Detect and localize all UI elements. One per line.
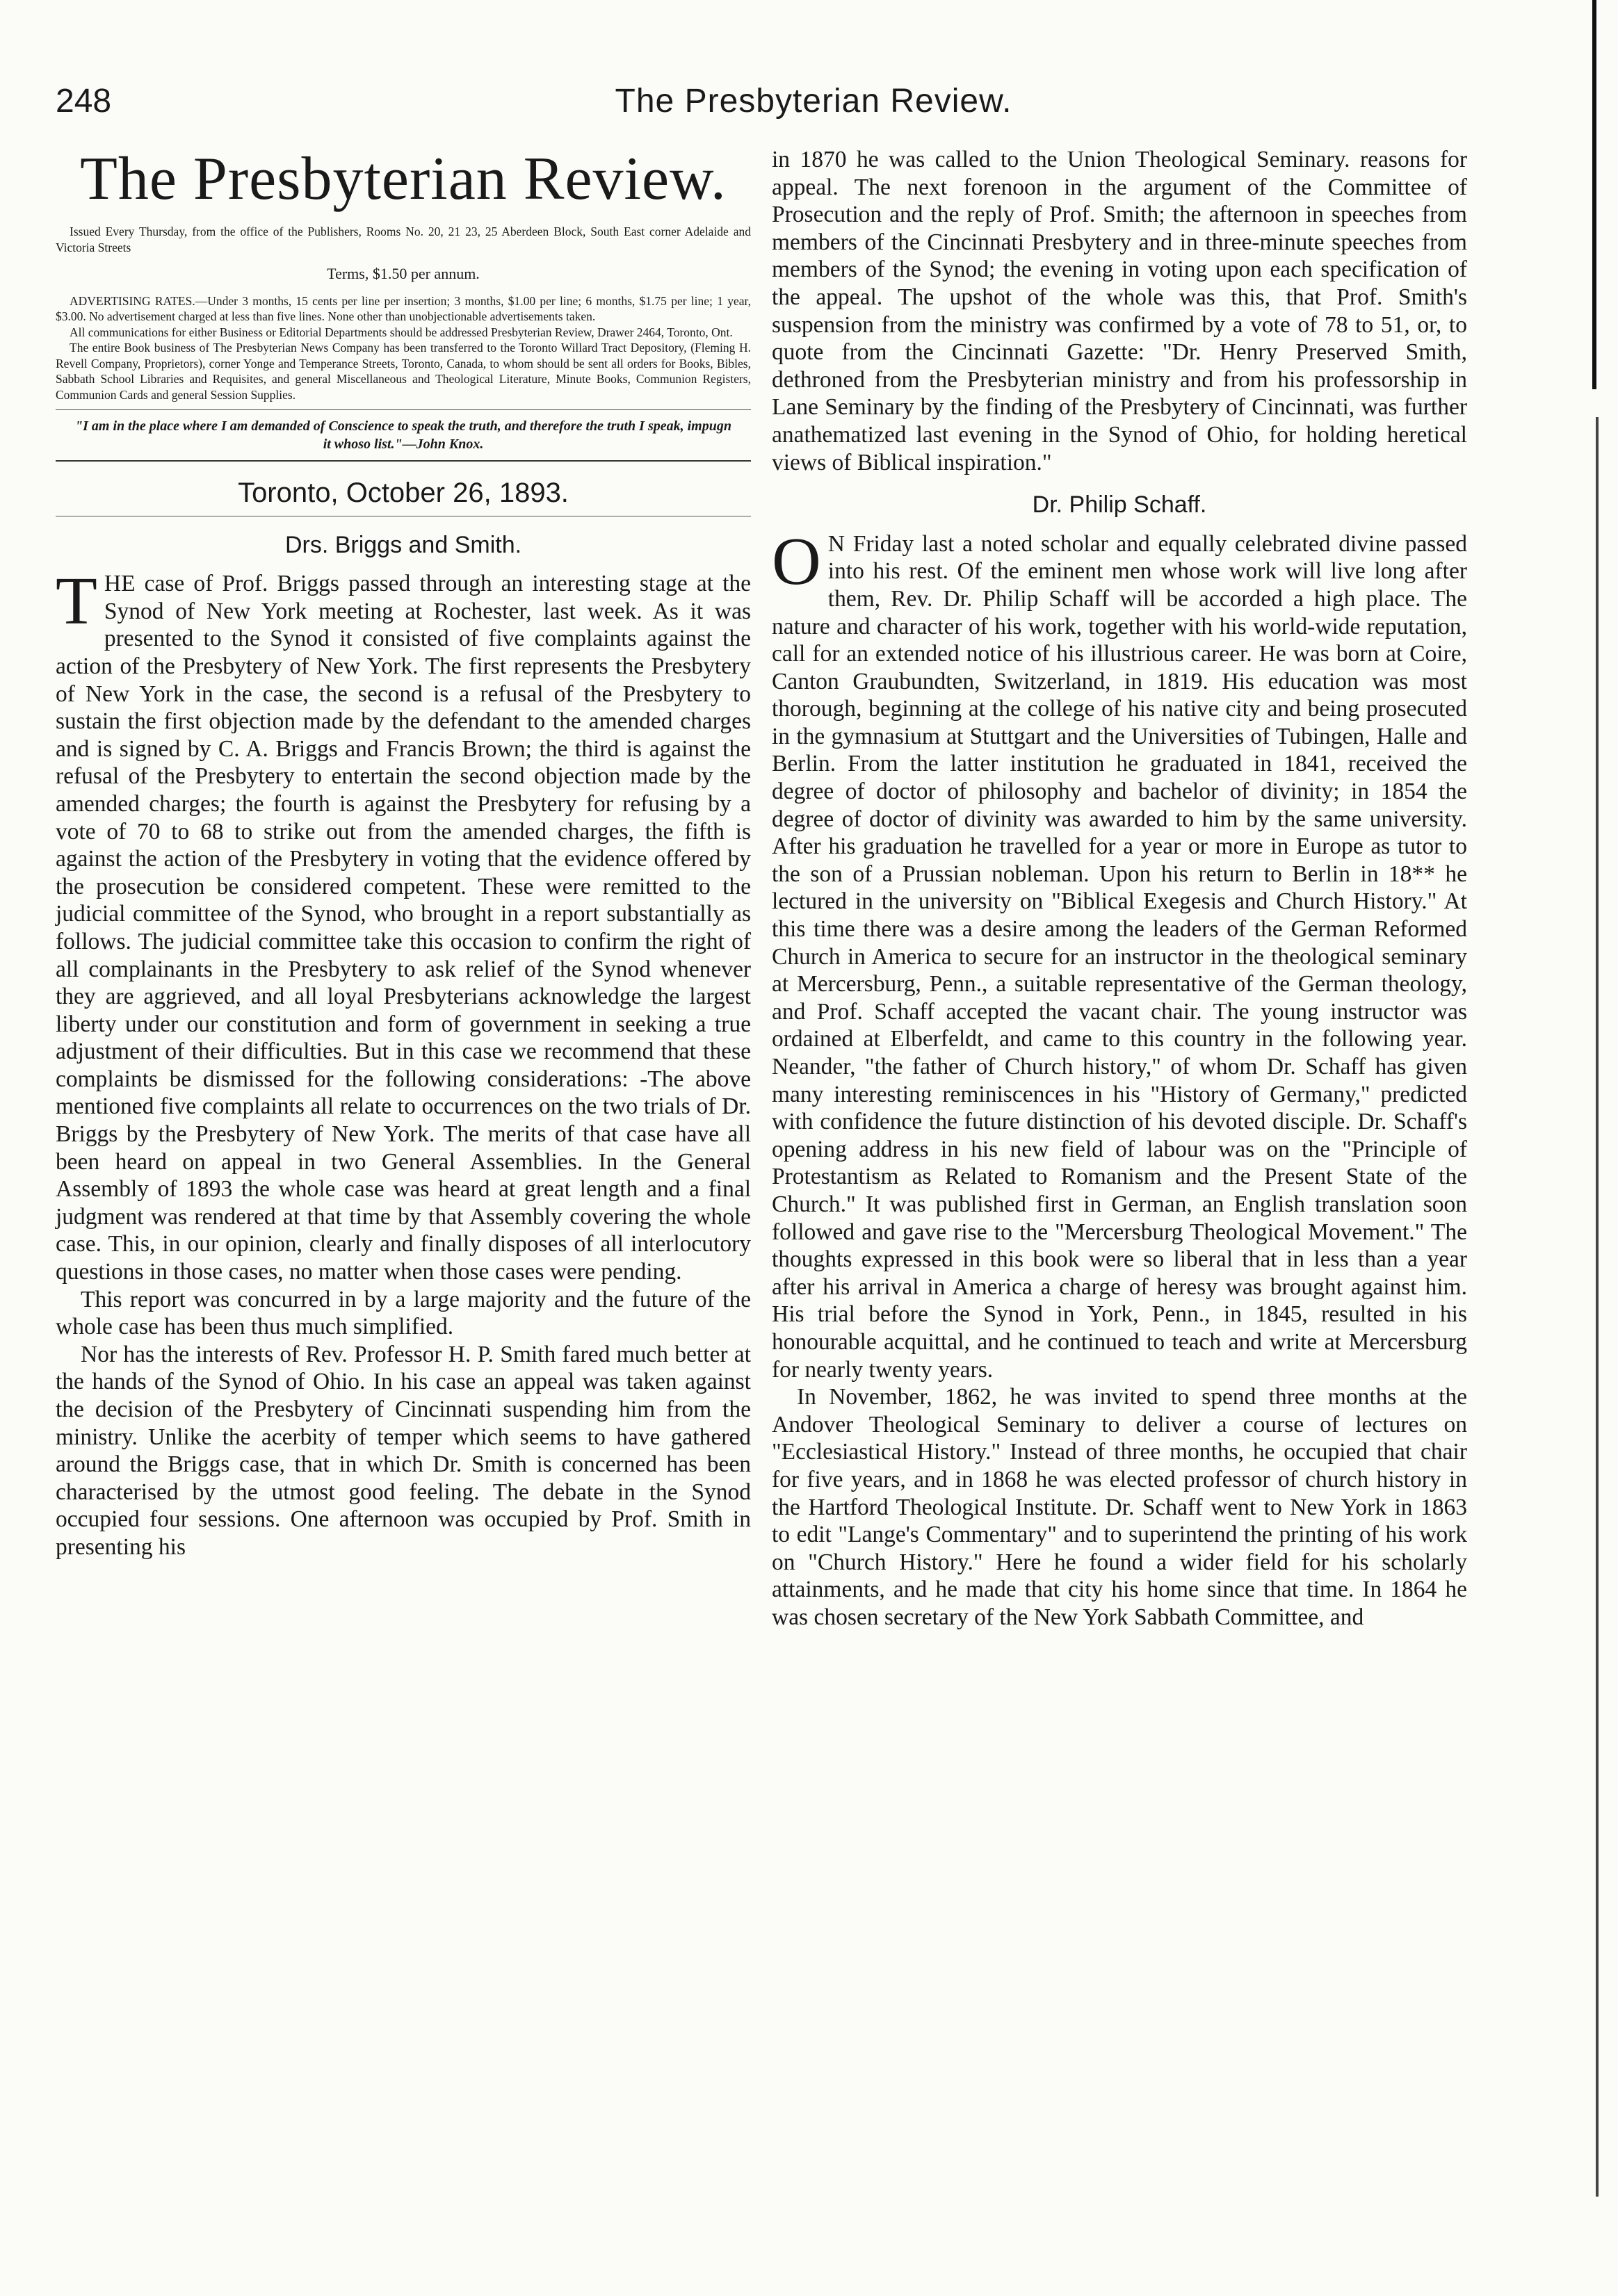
- imprint-book-business: The entire Book business of The Presbyterian News Company has been transferred to the Toronto Willard Tract Depository, (Fleming H. Revell Company, Proprietors), corner Yonge and Temperance Streets, Toronto, Canada, to whom should be sent all orders for Books, Bibles, Sabbath School Libraries and Requisites, and general Miscellaneous and Theological Literature, Minute Books, Communion Registers, Communion Cards and general Session Supplies.: [56, 341, 751, 402]
- article-continuation: in 1870 he was called to the Union Theological Seminary. reasons for appeal. The next forenoon in the argument of the Committee of Prosecution and the reply of Prof. Smith; the afternoon in speeches from members of the Cincinnati Presbytery and in three-minute speeches from members of the Synod; the evening in voting upon each specification of the appeal. The upshot of the whole was this, that Prof. Smith's suspension from the ministry was confirmed by a vote of 78 to 51, or, to quote from the Cincinnati Gazette: "Dr. Henry Preserved Smith, dethroned from the Presbyterian ministry and from his professorship in Lane Seminary by the finding of the Presbytery of Cincinnati, was further anathematized last evening in the Synod of Ohio, for holding heretical views of Biblical inspiration.": [772, 147, 1467, 475]
- article-paragraph: O N Friday last a noted scholar and equally celebrated divine passed into his rest. Of the eminent men whose work will live long after them, Rev. Dr. Philip Schaff will be accorded a high place. The nature and character of his work, together with his world-wide reputation, call for an extended notice of his illustrious career. He was born at Coire, Canton Graubundten, Switzerland, in 1819. His education was most thorough, beginning at the college of his native city and being prosecuted in the gymnasium at Stuttgart and the Universities of Tubingen, Halle and Berlin. From the latter institution he graduated in 1841, received the degree of doctor of philosophy and bachelor of divinity; in 1854 the degree of doctor of divinity was awarded to him by the same university. After his graduation he travelled for a year or more in Europe as tutor to the son of a Prussian nobleman. Upon his return to Berlin in 18** he lectured in the university on "Biblical Exegesis and Church History." At this time there was a desire among the leaders of the German Reformed Church in America to secure for an instructor in the theological seminary at Mercersburg, Penn., a suitable representative of the German theology, and Prof. Schaff accepted the vacant chair. The young instructor was ordained at Elberfeldt, and came to this country in the following year. Neander, "the father of Church history," of whom Dr. Schaff has given many interesting reminiscences in his "History of Germany," predicted with confidence the future distinction of his devoted disciple. Dr. Schaff's opening address in his new field of labour was on the "Principle of Protestantism as Related to Romanism and the Present State of the Church." It was published first in German, an English translation soon followed and gave rise to the "Mercersburg Theological Movement." The thoughts expressed in this book were so liberal that in less than a year after his arrival in America a charge of heresy was brought against him. His trial before the Synod in York, Penn., in 1845, resulted in his honourable acquittal, and he continued to teach and write at Mercersburg for nearly twenty years.: [772, 523, 1467, 1383]
- drop-cap: O: [772, 523, 821, 599]
- article-paragraph: Nor has the interests of Rev. Professor H. P. Smith fared much better at the hands of the Synod of Ohio. In his case an appeal was taken against the decision of the Presbytery of Cincinnati suspending him from the ministry. Unlike the acerbity of temper which seems to have gathered around the Briggs case, that in which Dr. Smith is concerned has been characterised by the utmost good feeling. The debate in the Synod occupied four sessions. One afternoon was occupied by Prof. Smith in presenting his: [56, 1341, 751, 1560]
- page-edge-line: [1596, 417, 1599, 2197]
- article-heading-schaff: Dr. Philip Schaff.: [1032, 491, 1207, 519]
- dateline: Toronto, October 26, 1893.: [238, 478, 569, 508]
- running-title: The Presbyterian Review.: [615, 83, 1012, 120]
- imprint-block: [56, 224, 751, 402]
- divider: [56, 409, 751, 410]
- imprint-terms: Terms, $1.50 per annum.: [327, 265, 480, 282]
- running-header: [56, 82, 1432, 131]
- article-paragraph: THE case of Prof. Briggs passed through an interesting stage at the Synod of New York meeting at Rochester, last week. As it was presented to the Synod it consisted of five complaints against the action of the Presbytery of New York. The first represents the Presbytery of New York in the case, the second is a refusal of the Presbytery to sustain the first objection made by the defendant to the amended charges and is signed by C. A. Briggs and Francis Brown; the third is against the refusal of the Presbytery to entertain the second objection made by the amended charges; the fourth is against the Presbytery for refusing by a vote of 70 to 68 to strike out from the amended charges, the fifth is against the action of the Presbytery in voting that the evidence offered by the prosecution be considered competent. These were remitted to the judicial committee of the Synod, who brought in a report substantially as follows. The judicial committee take this occasion to confirm the right of all complainants in the Presbytery to ask relief of the Synod whenever they are aggrieved, and all loyal Presbyterians acknowledge the largest liberty under our constitution and form of government in seeking a true adjustment of their difficulties. But in this case we recommend that these complaints be dismissed for the following considerations: -The above mentioned five complaints all relate to occurrences on the two trials of Dr. Briggs by the Presbytery of New York. The merits of that case have all been heard on appeal in two General Assemblies. In the General Assembly of 1893 the whole case was heard at great length and a final judgment was rendered at that time by that Assembly covering the whole case. This, in our opinion, clearly and finally disposes of all interlocutory questions in those cases, no matter when those cases were pending.: [56, 564, 751, 1285]
- imprint-advertising: ADVERTISING RATES.—Under 3 months, 15 cents per line per insertion; 3 months, $1.00 per line; 6 months, $1.75 per line; 1 year, $3.00. No advertisement charged at less than five lines. None other than unobjectionable advertisements taken.: [56, 293, 751, 323]
- imprint-communications: All communications for either Business or Editorial Departments should be addressed Presbyterian Review, Drawer 2464, Toronto, Ont.: [70, 325, 733, 339]
- drop-cap: T: [56, 564, 97, 640]
- article-heading-briggs-smith: Drs. Briggs and Smith.: [284, 531, 522, 558]
- article-paragraph: In November, 1862, he was invited to spend three months at the Andover Theological Seminary to deliver a course of lectures on "Ecclesiastical History." Instead of three months, he occupied that chair for five years, and in 1868 he was elected professor of church history in the Hartford Theological Institute. Dr. Schaff went to New York in 1863 to edit "Lange's Commentary" and to superintend the printing of his work on "Church History." Here he found a wider field for his scholarly attainments, and he made that city his home since that time. In 1864 he was chosen secretary of the New York Sabbath Committee, and: [772, 1384, 1467, 1630]
- left-column: [56, 139, 751, 1561]
- masthead-title: The Presbyterian Review.: [80, 145, 727, 213]
- article-paragraph: This report was concurred in by a large majority and the future of the whole case has been thus much simplified.: [56, 1286, 751, 1340]
- imprint-issued: Issued Every Thursday, from the office of the Publishers, Rooms No. 20, 21 23, 25 Aberdeen Block, South East corner Adelaide and Victoria Streets: [56, 225, 751, 254]
- page-edge-bar: [1592, 0, 1596, 389]
- divider: [56, 460, 751, 462]
- right-column: [772, 146, 1467, 1631]
- page-number: 248: [56, 83, 112, 120]
- knox-motto: "I am in the place where I am demanded of Conscience to speak the truth, and therefore the truth I speak, impugn it whoso list."—John Knox.: [75, 418, 731, 452]
